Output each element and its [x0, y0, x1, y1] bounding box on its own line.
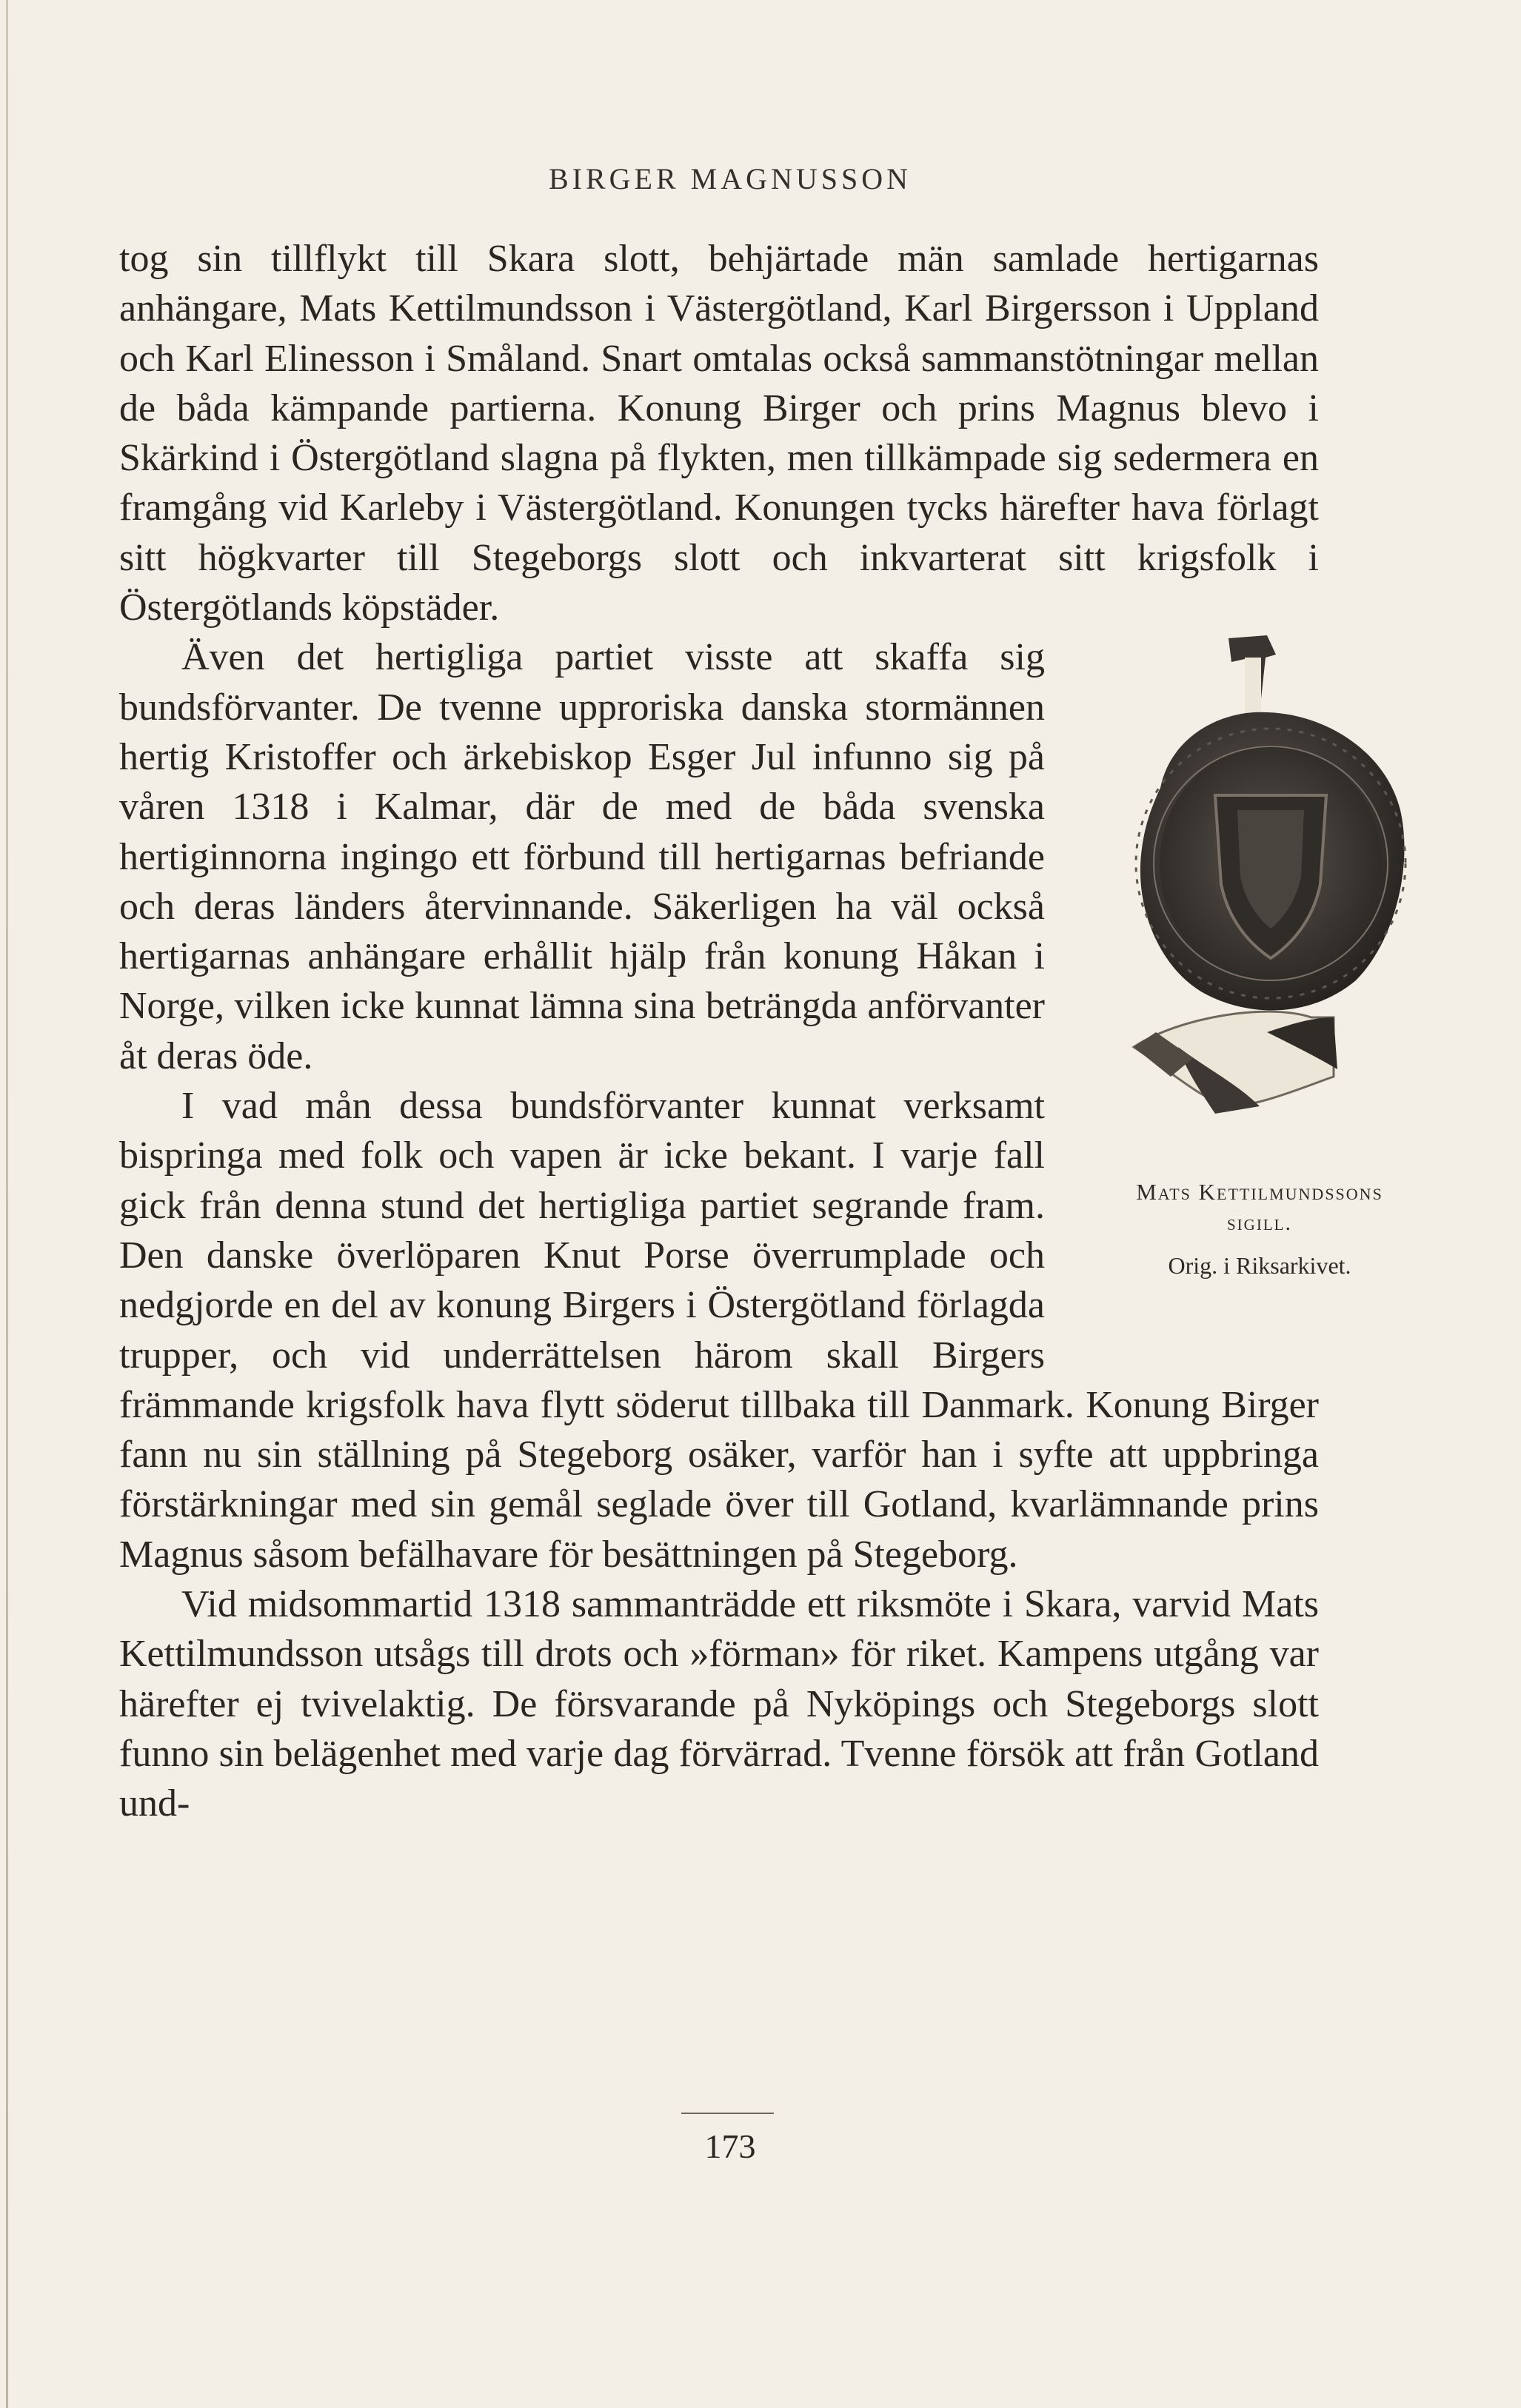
- running-head: BIRGER MAGNUSSON: [548, 162, 912, 195]
- caption-subtitle: sigill.: [1227, 1211, 1292, 1236]
- seal-figure: [1074, 632, 1423, 1373]
- seal-caption: [1074, 1177, 1445, 1291]
- caption-title: Mats Kettilmundssons: [1136, 1179, 1383, 1205]
- caption-source: Orig. i Riksarkivet.: [1168, 1252, 1351, 1280]
- page-edge: [6, 0, 8, 2408]
- body-text: [119, 234, 1383, 1829]
- paragraph-2: Även det hertigliga partiet visste att skaffa sig bundsförvanter. De tvenne upproriska danska stormännen hertig Kristoffer och ärkebiskop Esger Jul infunno sig på våren 1318 i Kalmar, där de med de båda svenska hertiginnorna ingingo ett förbund till hertigarnas befriande och deras länders återvinnande. Säkerligen ha väl också hertigarnas anhängare erhållit hjälp från konung Håkan i Norge, vilken icke kunnat lämna sina beträngda anförvanter åt deras öde.: [119, 636, 1045, 1077]
- seal-image: [1089, 632, 1430, 1180]
- page-number: 173: [704, 2127, 756, 2165]
- paragraph-3: I vad mån dessa bundsförvanter kunnat verksamt bispringa med folk och vapen är icke bekant. I varje fall gick från denna stund det hertigliga partiet segrande fram. Den danske överlöparen Knut Porse överrumplade och nedgjorde en del av konung Birgers i Östergötland förlagda trupper, och vid underrättelsen härom skall Birgers främmande krigsfolk hava flytt söderut tillbaka till Danmark. Konung Birger fann nu sin ställning på Stegeborg osäker, varför han i syfte att uppbringa förstärkningar med sin gemål seglade över till Gotland, kvarlämnande prins Magnus såsom befälhavare för besättningen på Stegeborg.: [119, 1085, 1319, 1576]
- paragraph-4: Vid midsommartid 1318 sammanträdde ett riksmöte i Skara, varvid Mats Kettilmundsson utsågs till drots och »förman» för riket. Kampens utgång var härefter ej tvivelaktig. De försvarande på Nyköpings och Stegeborgs slott funno sin belägenhet med varje dag förvärrad. Tvenne försök att från Gotland und-: [119, 1583, 1319, 1825]
- wax-seal-illustration: [1089, 632, 1430, 1180]
- paragraph-1: tog sin tillflykt till Skara slott, behjärtade män samlade hertigarnas anhängare, Mats Kettilmundsson i Västergötland, Karl Birgersson i Uppland och Karl Elinesson i Småland. Snart omtalas också sammanstötningar mellan de båda kämpande partierna. Konung Birger och prins Magnus blevo i Skärkind i Östergötland slagna på flykten, men tillkämpade sig sedermera en framgång vid Karleby i Västergötland. Konungen tycks härefter hava förlagt sitt högkvarter till Stegeborgs slott och inkvarterat sitt krigsfolk i Östergötlands köpstäder.: [119, 238, 1319, 629]
- folio-rule: [681, 2113, 774, 2114]
